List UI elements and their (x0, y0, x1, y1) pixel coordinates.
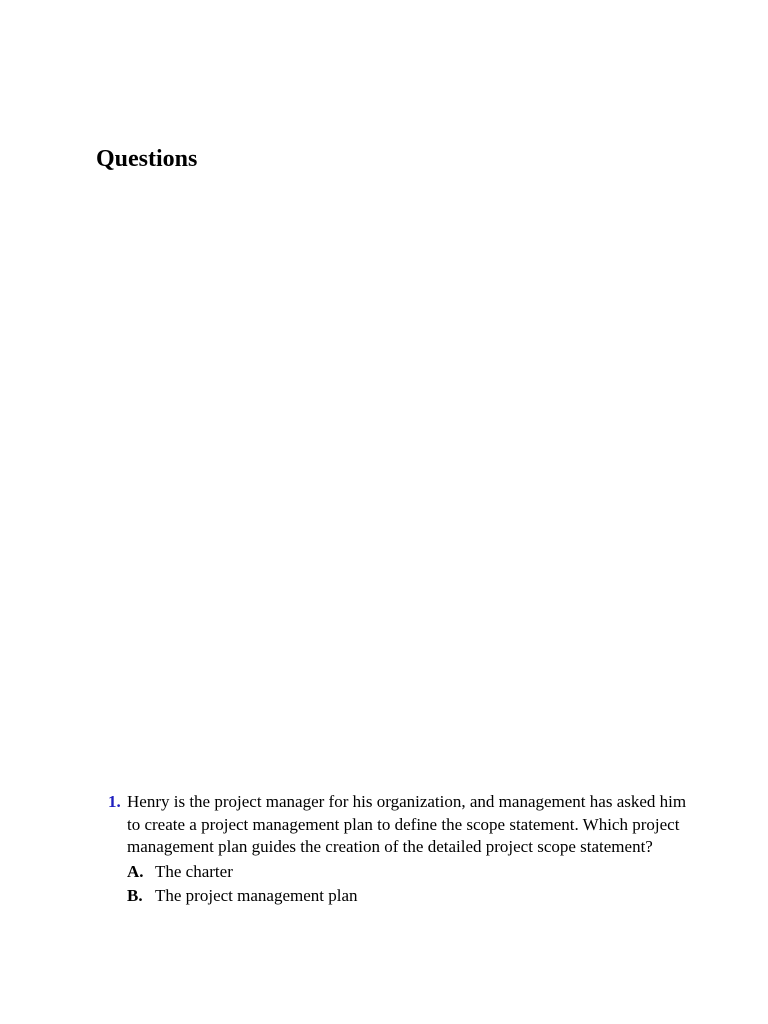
option-text: The charter (155, 861, 233, 881)
answer-option-a (127, 860, 688, 885)
option-letter: A. (127, 861, 144, 881)
question-block (108, 791, 688, 909)
question-number: 1. (108, 792, 121, 811)
option-text: The project management plan (155, 886, 358, 905)
option-letter: B. (127, 886, 143, 905)
question-stem (108, 791, 688, 859)
answer-option-b (127, 884, 688, 909)
page-heading: Questions (96, 146, 198, 172)
answer-options (127, 860, 688, 909)
question-text: Henry is the project manager for his organization, and management has asked him to create a project management plan to define the scope statement. Which project management plan guides the creation of the detailed project scope statement? (127, 792, 687, 856)
